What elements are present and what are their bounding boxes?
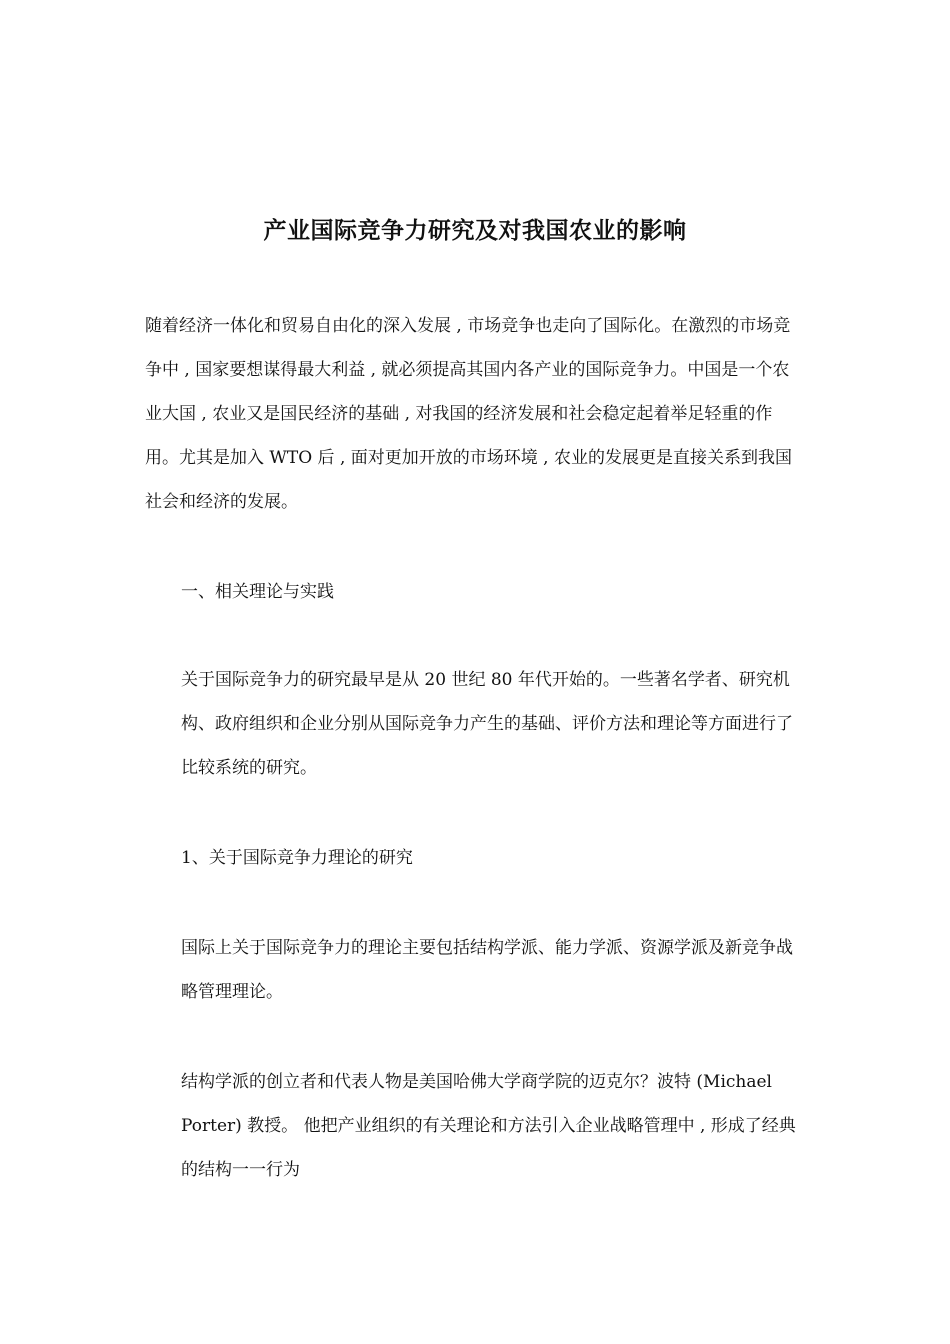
section-heading: 一、相关理论与实践: [181, 582, 334, 602]
subsection-paragraph-1: 国际上关于国际竞争力的理论主要包括结构学派、能力学派、资源学派及新竞争战略管理理论。: [181, 938, 793, 1002]
section-paragraph: 关于国际竞争力的研究最早是从 20 世纪 80 年代开始的。一些著名学者、研究机构、政府组织和企业分别从国际竞争力产生的基础、评价方法和理论等方面进行了比较系统的研究。: [181, 670, 793, 778]
subsection-heading: 1、关于国际竞争力理论的研究: [181, 848, 413, 868]
intro-paragraph: 随着经济一体化和贸易自由化的深入发展 , 市场竞争也走向了国际化。在激烈的市场竞争中 , 国家要想谋得最大利益 , 就必须提高其国内各产业的国际竞争力。中国是一个农业大国 , 农业又是国民经济的基础 , 对我国的经济发展和社会稳定起着举足轻重的作用。尤其是加入 WTO 后 , 面对更加开放的市场环境 , 农业的发展更是直接关系到我国社会和经济的发展。: [145, 316, 792, 512]
document-title: 产业国际竞争力研究及对我国农业的影响: [263, 217, 687, 244]
subsection-paragraph-2: 结构学派的创立者和代表人物是美国哈佛大学商学院的迈克尔？波特 (Michael Porter) 教授。 他把产业组织的有关理论和方法引入企业战略管理中 , 形成了经典的结构一一行为: [181, 1072, 796, 1180]
